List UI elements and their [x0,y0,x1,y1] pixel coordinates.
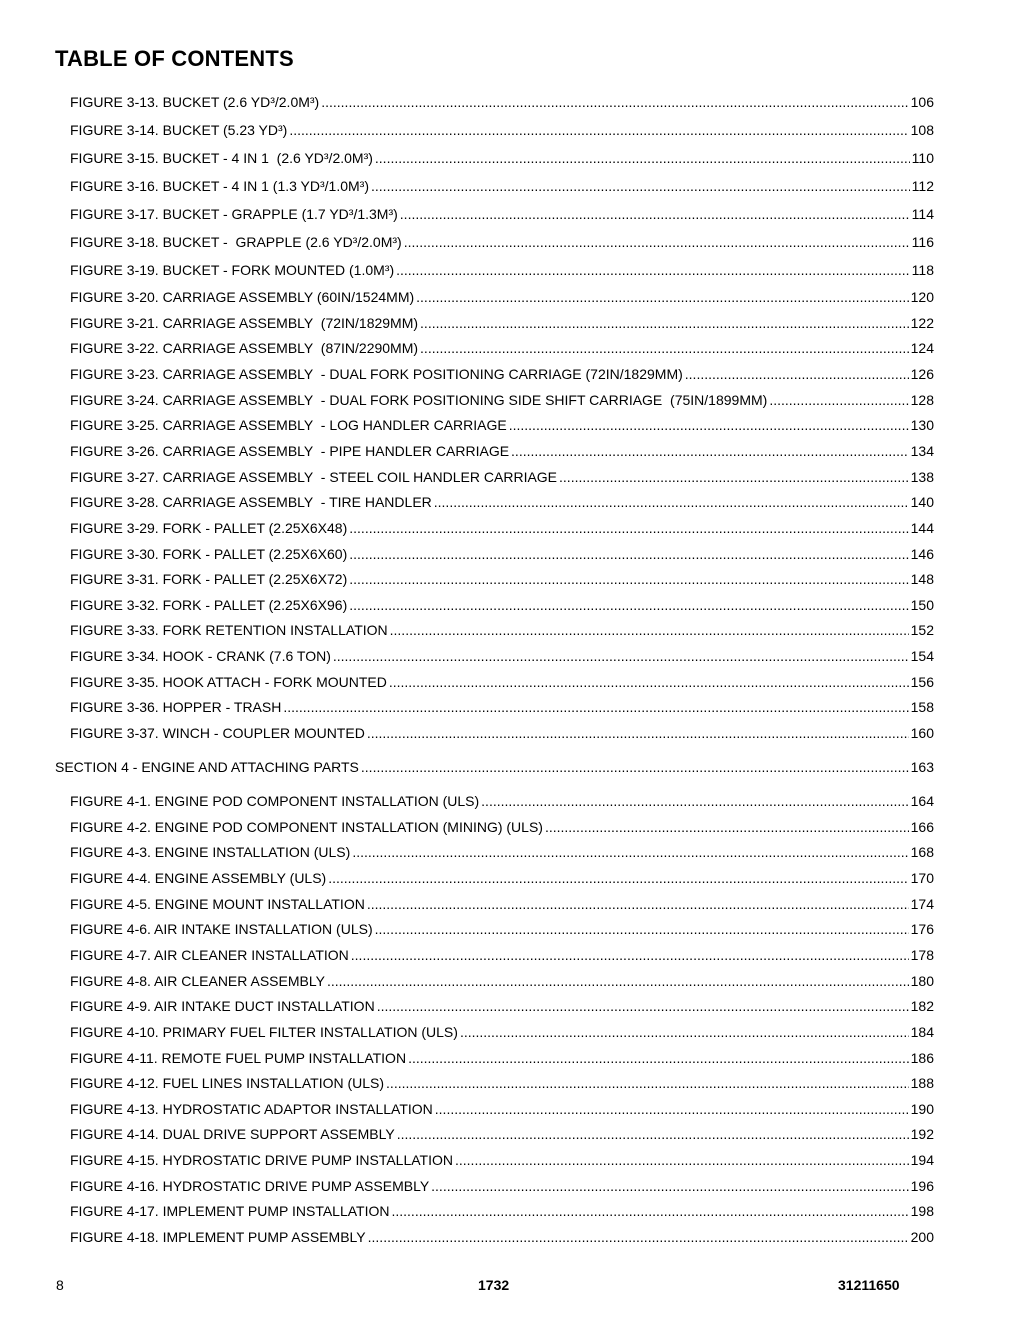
toc-dot-leader [351,946,909,964]
toc-entry[interactable] [70,972,934,990]
toc-entry-label: FIGURE 3-32. FORK - PALLET (2.25X6X96) [70,596,348,613]
toc-entry[interactable] [70,596,934,614]
toc-entry[interactable] [70,1228,934,1246]
toc-entry-label: FIGURE 3-20. CARRIAGE ASSEMBLY (60IN/1524MM) [70,289,415,305]
toc-entry[interactable] [70,149,934,167]
toc-dot-leader [431,1177,908,1195]
toc-entry-page: 194 [910,1152,934,1169]
toc-entry-page: 198 [910,1203,934,1220]
toc-entry-label: FIGURE 4-18. IMPLEMENT PUMP ASSEMBLY [70,1229,366,1246]
toc-entry-page: 163 [910,759,934,775]
toc-entry[interactable] [70,1100,934,1118]
toc-dot-leader [390,621,909,639]
toc-entry-page: 178 [910,946,934,963]
toc-entry[interactable] [70,621,934,639]
toc-entry[interactable] [70,997,934,1015]
toc-dot-leader [371,177,910,195]
toc-entry-label: FIGURE 3-21. CARRIAGE ASSEMBLY (72IN/1829MM) [70,314,419,331]
toc-dot-leader [481,792,908,810]
footer-part-number: 31211650 [838,1277,900,1293]
toc-entry-label: FIGURE 4-1. ENGINE POD COMPONENT INSTALLATION (ULS) [70,793,480,809]
toc-dot-leader [349,570,908,588]
toc-dot-leader [333,647,909,665]
toc-entry[interactable] [70,261,934,279]
toc-entry-page: 180 [910,972,934,989]
toc-entry-page: 168 [910,844,934,861]
toc-dot-leader [361,758,909,776]
toc-entry[interactable] [70,792,934,810]
toc-entry-page: 186 [910,1049,934,1066]
toc-entry[interactable] [70,442,934,460]
toc-entry[interactable] [70,314,934,332]
toc-entry-label: FIGURE 4-2. ENGINE POD COMPONENT INSTALLATION (MINING) (ULS) [70,818,543,835]
toc-entry-page: 120 [910,289,934,305]
toc-entry-page: 118 [911,262,934,278]
toc-entry-page: 154 [910,648,934,665]
toc-entry-page: 140 [910,494,934,511]
toc-entry[interactable] [70,365,934,383]
toc-entry[interactable] [70,545,934,563]
toc-dot-leader [455,1151,909,1169]
toc-dot-leader [435,1100,909,1118]
toc-entry-label: FIGURE 4-11. REMOTE FUEL PUMP INSTALLATION [70,1049,407,1066]
toc-entry-page: 126 [910,365,934,382]
toc-entry-page: 188 [910,1075,934,1092]
toc-dot-leader [349,519,908,537]
toc-entry-page: 130 [910,417,934,434]
toc-entry-page: 182 [910,998,934,1015]
toc-entry[interactable] [70,920,934,938]
toc-entry-page: 122 [910,314,934,331]
toc-entry[interactable] [70,1125,934,1143]
toc-entry-page: 160 [910,725,934,742]
toc-entry-label: FIGURE 3-22. CARRIAGE ASSEMBLY (87IN/2290MM) [70,340,419,357]
toc-dot-leader [283,698,908,716]
toc-dot-leader [545,818,909,836]
toc-dot-leader [460,1023,909,1041]
toc-entry[interactable] [70,843,934,861]
toc-dot-leader [416,288,908,306]
toc-entry-page: 148 [910,571,934,588]
toc-entry-page: 156 [910,673,934,690]
toc-entry[interactable] [70,673,934,691]
toc-entry-label: FIGURE 3-29. FORK - PALLET (2.25X6X48) [70,519,348,536]
toc-entry-page: 146 [910,545,934,562]
toc-entry-label: FIGURE 3-26. CARRIAGE ASSEMBLY - PIPE HANDLER CARRIAGE [70,442,510,459]
toc-entry-label: FIGURE 4-10. PRIMARY FUEL FILTER INSTALLATION (ULS) [70,1023,458,1040]
toc-entry-label: FIGURE 3-30. FORK - PALLET (2.25X6X60) [70,545,348,562]
toc-entry[interactable] [70,391,934,409]
toc-entry-label: FIGURE 3-14. BUCKET (5.23 YD³) [70,122,288,138]
toc-entry[interactable] [70,177,934,195]
toc-dot-leader [327,972,909,990]
toc-entry[interactable] [70,895,934,913]
toc-entry[interactable] [70,647,934,665]
toc-dot-leader [391,1202,908,1220]
toc-dot-leader [397,1125,909,1143]
toc-entry-label: SECTION 4 - ENGINE AND ATTACHING PARTS [55,759,359,775]
toc-entry-page: 116 [911,234,934,250]
toc-entry-page: 192 [910,1126,934,1143]
toc-entry-page: 170 [910,869,934,886]
toc-dot-leader [321,93,908,111]
toc-dot-leader [377,997,909,1015]
toc-entry-label: FIGURE 3-28. CARRIAGE ASSEMBLY - TIRE HANDLER [70,494,432,511]
toc-dot-leader [509,416,909,434]
toc-entry-page: 112 [911,178,934,194]
toc-entry-page: 106 [910,94,934,110]
toc-dot-leader [396,261,910,279]
toc-entry[interactable] [70,946,934,964]
toc-entry[interactable] [70,1151,934,1169]
toc-entry[interactable] [70,818,934,836]
toc-entry-label: FIGURE 3-15. BUCKET - 4 IN 1 (2.6 YD³/2.0M³) [70,150,373,166]
toc-dot-leader [328,869,908,887]
toc-entry[interactable] [70,570,934,588]
toc-dot-leader [559,468,909,486]
toc-entry[interactable] [70,1202,934,1220]
toc-entry[interactable] [70,233,934,251]
toc-dot-leader [375,920,909,938]
toc-dot-leader [389,673,909,691]
toc-entry-label: FIGURE 4-6. AIR INTAKE INSTALLATION (ULS) [70,921,373,938]
toc-entry-label: FIGURE 4-15. HYDROSTATIC DRIVE PUMP INSTALLATION [70,1152,453,1169]
toc-entry-label: FIGURE 4-17. IMPLEMENT PUMP INSTALLATION [70,1203,390,1220]
toc-dot-leader [434,493,909,511]
toc-dot-leader [352,843,908,861]
toc-entry[interactable] [70,288,934,306]
toc-entry-label: FIGURE 3-27. CARRIAGE ASSEMBLY - STEEL COIL HANDLER CARRIAGE [70,468,558,485]
toc-entry-label: FIGURE 3-17. BUCKET - GRAPPLE (1.7 YD³/1.3M³) [70,206,398,222]
toc-entry-page: 124 [910,340,934,357]
footer-model: 1732 [478,1277,510,1293]
toc-entry-page: 184 [910,1023,934,1040]
toc-entry[interactable] [70,339,934,357]
toc-entry-label: FIGURE 3-34. HOOK - CRANK (7.6 TON) [70,648,331,665]
toc-entry-label: FIGURE 3-37. WINCH - COUPLER MOUNTED [70,725,365,742]
toc-entry-label: FIGURE 3-36. HOPPER - TRASH [70,699,282,716]
toc-entry[interactable] [70,1049,934,1067]
toc-dot-leader [375,149,910,167]
toc-entry-page: 144 [910,519,934,536]
toc-entry-page: 138 [910,468,934,485]
toc-entry-label: FIGURE 4-3. ENGINE INSTALLATION (ULS) [70,844,351,861]
page-title: TABLE OF CONTENTS [55,46,294,71]
toc-dot-leader [367,724,909,742]
toc-entry-label: FIGURE 3-13. BUCKET (2.6 YD³/2.0M³) [70,94,320,110]
toc-entry-page: 176 [910,921,934,938]
toc-dot-leader [511,442,909,460]
toc-entry-page: 164 [910,793,934,809]
toc-entry[interactable] [70,698,934,716]
toc-entry[interactable] [70,93,934,111]
toc-entry[interactable] [70,1023,934,1041]
toc-entry-label: FIGURE 3-33. FORK RETENTION INSTALLATION [70,622,388,639]
toc-entry-label: FIGURE 4-16. HYDROSTATIC DRIVE PUMP ASSEMBLY [70,1177,430,1194]
toc-entry[interactable] [70,416,934,434]
toc-entry-page: 158 [910,699,934,716]
toc-dot-leader [400,205,910,223]
toc-dot-leader [289,121,908,139]
toc-dot-leader [367,895,909,913]
toc-entry[interactable] [70,205,934,223]
toc-entry-page: 110 [911,150,934,166]
toc-entry-page: 166 [910,818,934,835]
toc-dot-leader [368,1228,909,1246]
toc-entry-label: FIGURE 4-14. DUAL DRIVE SUPPORT ASSEMBLY [70,1126,395,1143]
toc-entry-page: 200 [910,1229,934,1246]
toc-entry-page: 108 [910,122,934,138]
toc-dot-leader [408,1049,909,1067]
toc-entry-label: FIGURE 3-23. CARRIAGE ASSEMBLY - DUAL FORK POSITIONING CARRIAGE (72IN/1829MM) [70,365,683,382]
toc-entry[interactable] [70,493,934,511]
toc-entry[interactable] [70,1074,934,1092]
toc-dot-leader [769,391,908,409]
toc-entry-label: FIGURE 4-7. AIR CLEANER INSTALLATION [70,946,349,963]
toc-entry-label: FIGURE 3-31. FORK - PALLET (2.25X6X72) [70,571,348,588]
toc-entry-page: 150 [910,596,934,613]
toc-entry-label: FIGURE 3-16. BUCKET - 4 IN 1 (1.3 YD³/1.0M³) [70,178,370,194]
toc-dot-leader [420,314,909,332]
toc-dot-leader [404,233,910,251]
toc-entry-page: 190 [910,1100,934,1117]
toc-entry-label: FIGURE 4-8. AIR CLEANER ASSEMBLY [70,972,325,989]
toc-entry-label: FIGURE 4-4. ENGINE ASSEMBLY (ULS) [70,869,327,886]
toc-dot-leader [349,545,908,563]
toc-dot-leader [685,365,909,383]
toc-entry[interactable] [70,724,934,742]
toc-entry-page: 152 [910,622,934,639]
toc-entry[interactable] [70,468,934,486]
toc-entry-label: FIGURE 3-25. CARRIAGE ASSEMBLY - LOG HANDLER CARRIAGE [70,417,507,434]
toc-entry-label: FIGURE 3-24. CARRIAGE ASSEMBLY - DUAL FORK POSITIONING SIDE SHIFT CARRIAGE (75IN/1899MM) [70,391,768,408]
toc-entry-page: 114 [911,206,934,222]
toc-entry-label: FIGURE 4-5. ENGINE MOUNT INSTALLATION [70,895,365,912]
toc-entry[interactable] [70,1177,934,1195]
toc-section-entry[interactable] [55,758,934,776]
toc-entry-page: 174 [910,895,934,912]
toc-entry-page: 128 [910,391,934,408]
toc-entry-label: FIGURE 4-13. HYDROSTATIC ADAPTOR INSTALLATION [70,1100,433,1117]
toc-entry-page: 196 [910,1177,934,1194]
toc-entry-label: FIGURE 4-12. FUEL LINES INSTALLATION (ULS) [70,1075,385,1092]
toc-dot-leader [349,596,908,614]
toc-entry-label: FIGURE 3-18. BUCKET - GRAPPLE (2.6 YD³/2.0M³) [70,234,402,250]
toc-entry-page: 134 [910,442,934,459]
toc-entry[interactable] [70,121,934,139]
toc-entry-label: FIGURE 3-19. BUCKET - FORK MOUNTED (1.0M³) [70,262,395,278]
toc-dot-leader [420,339,909,357]
toc-entry-label: FIGURE 3-35. HOOK ATTACH - FORK MOUNTED [70,673,387,690]
toc-entry[interactable] [70,519,934,537]
footer-page-number: 8 [56,1277,64,1293]
toc-dot-leader [386,1074,909,1092]
toc-entry-label: FIGURE 4-9. AIR INTAKE DUCT INSTALLATION [70,998,375,1015]
toc-entry[interactable] [70,869,934,887]
